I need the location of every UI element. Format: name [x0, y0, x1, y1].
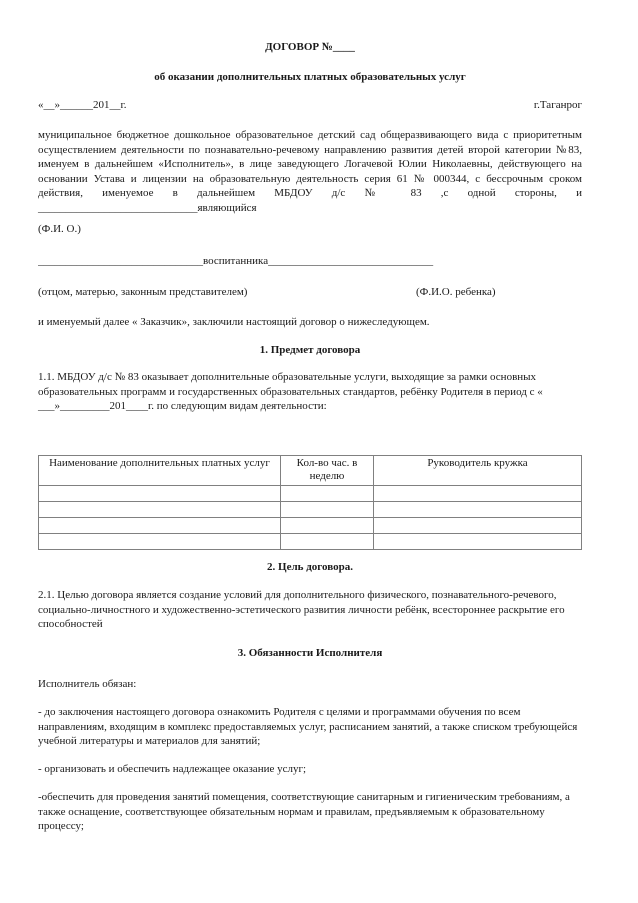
table-cell[interactable] [39, 502, 281, 518]
services-table [38, 455, 582, 550]
intro-paragraph: муниципальное бюджетное дошкольное образовательное детский сад общеразвивающего вида с приоритетным осуществлением деятельности по познавательно-речевому направлению развития детей второй категории №83, именуем в дальнейшем «Исполнитель», в лице заведующего Логачевой Юлии Николаевны, действующего на основании Устава и лицензии на образовательную деятельность серия 61 № 000344, с бессрочным сроком действия, именуемое в дальнейшем МБДОУ д/с № 83 ,с одной стороны, и _____________________________являющийся [38, 129, 582, 214]
services-table-wrap [38, 455, 582, 550]
contract-date: «__»______201__г. [38, 99, 127, 111]
parent-label: (отцом, матерью, законным представителем) [38, 286, 248, 298]
section1-heading: 1. Предмет договора [259, 344, 361, 356]
table-row [39, 518, 582, 534]
table-header-row [39, 456, 582, 486]
section3-heading: 3. Обязанности Исполнителя [237, 647, 383, 659]
fio-label: (Ф.И. О.) [38, 223, 81, 235]
table-cell[interactable] [374, 518, 582, 534]
customer-text: и именуемый далее « Заказчик», заключили настоящий договор о нижеследующем. [38, 316, 430, 328]
signature-labels-row [38, 285, 582, 300]
table-cell[interactable] [39, 486, 281, 502]
header-service-name: Наименование дополнительных платных услуг [39, 456, 281, 486]
section2-heading: 2. Цель договора. [267, 561, 353, 573]
table-cell[interactable] [281, 534, 374, 550]
ward-line: ______________________________воспитанника______________________________ [38, 255, 434, 267]
table-cell[interactable] [281, 518, 374, 534]
table-cell[interactable] [281, 502, 374, 518]
obligation-item: - до заключения настоящего договора ознакомить Родителя с целями и программами обучения по всем направлениям, входящим в комплекс предоставляемых услуг, расписанием занятий, а также списком требующейся учебной литературы и материалов для занятий; [38, 706, 578, 747]
table-row [39, 486, 582, 502]
table-cell[interactable] [374, 486, 582, 502]
obligation-item: - организовать и обеспечить надлежащее оказание услуг; [38, 763, 307, 775]
table-cell[interactable] [374, 534, 582, 550]
contract-title: ДОГОВОР №____ [265, 41, 355, 53]
table-row [39, 534, 582, 550]
section2-text: 2.1. Целью договора является создание условий для дополнительного физического, познавательного-речевого, социально-личностного и художественно-эстетического развития личности ребёнк, всестороннее раскрытие его способностей [38, 589, 565, 630]
table-cell[interactable] [281, 486, 374, 502]
contract-city: г.Таганрог [533, 99, 582, 111]
header-hours-per-week: Кол-во час. в неделю [281, 456, 374, 486]
child-label: (Ф.И.О. ребенка) [416, 286, 496, 298]
table-row [39, 502, 582, 518]
obligation-item: -обеспечить для проведения занятий помещения, соответствующие санитарным и гигиеническим требованиям, а также оснащение, соответствующее обязательным нормам и правилам, предъявляемым к образовательному процессу; [38, 791, 570, 832]
table-cell[interactable] [39, 518, 281, 534]
section3-intro: Исполнитель обязан: [38, 678, 137, 690]
table-cell[interactable] [39, 534, 281, 550]
date-city-row [38, 98, 582, 113]
section1-text: 1.1. МБДОУ д/с № 83 оказывает дополнительные образовательные услуги, выходящие за рамки основных образовательных программ и государственных образовательных стандартов, ребёнку Родителя в период с « ___»_________201____г. по следующим видам деятельности: [38, 371, 543, 412]
contract-subtitle: об оказании дополнительных платных образовательных услуг [154, 71, 466, 83]
header-club-leader: Руководитель кружка [374, 456, 582, 486]
table-cell[interactable] [374, 502, 582, 518]
